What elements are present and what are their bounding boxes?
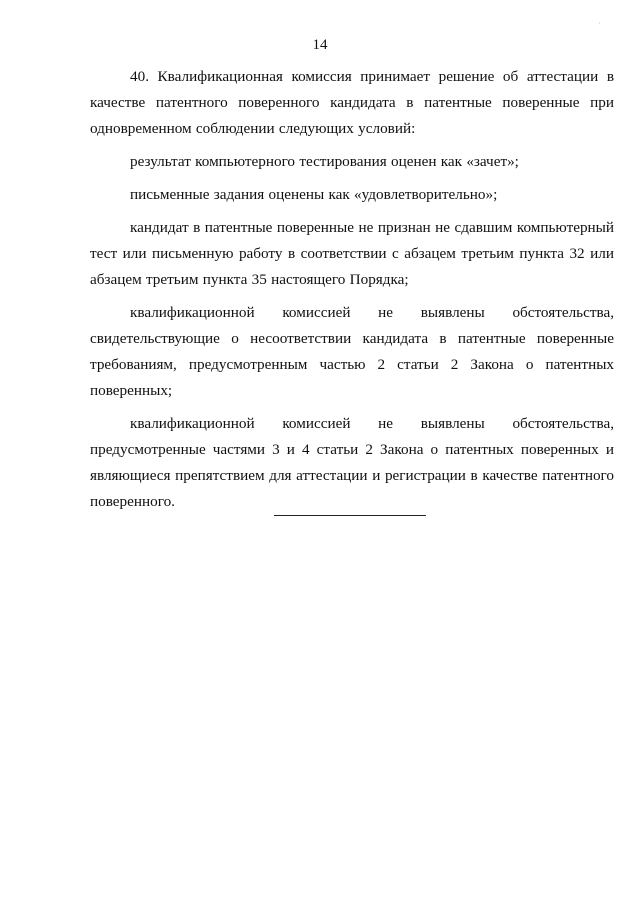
condition-testing-result: результат компьютерного тестирования оценен как «зачет»; xyxy=(130,153,519,170)
condition-no-obstacles: квалификационной комиссией не выявлены обстоятельства, предусмотренные частями 3 и 4 статьи 2 Закона о патентных поверенных и являющиеся препятствием для аттестации и регистрации в качестве патентного поверенного. xyxy=(90,415,614,510)
body-text xyxy=(90,64,614,522)
condition-written-tasks: письменные задания оценены как «удовлетворительно»; xyxy=(130,186,498,203)
corner-mark: · xyxy=(598,18,601,28)
end-separator-line xyxy=(274,515,426,516)
paragraph-40-intro: 40. Квалификационная комиссия принимает решение об аттестации в качестве патентного поверенного кандидата в патентные поверенные при одновременном соблюдении следующих условий: xyxy=(90,68,614,137)
condition-not-failed: кандидат в патентные поверенные не признан не сдавшим компьютерный тест или письменную работу в соответствии с абзацем третьим пункта 32 или абзацем третьим пункта 35 настоящего Порядка; xyxy=(90,219,614,288)
page-number: 14 xyxy=(312,37,328,53)
condition-requirements-compliance: квалификационной комиссией не выявлены обстоятельства, свидетельствующие о несоответствии кандидата в патентные поверенные требованиям, предусмотренным частью 2 статьи 2 Закона о патентных поверенных; xyxy=(90,304,614,399)
